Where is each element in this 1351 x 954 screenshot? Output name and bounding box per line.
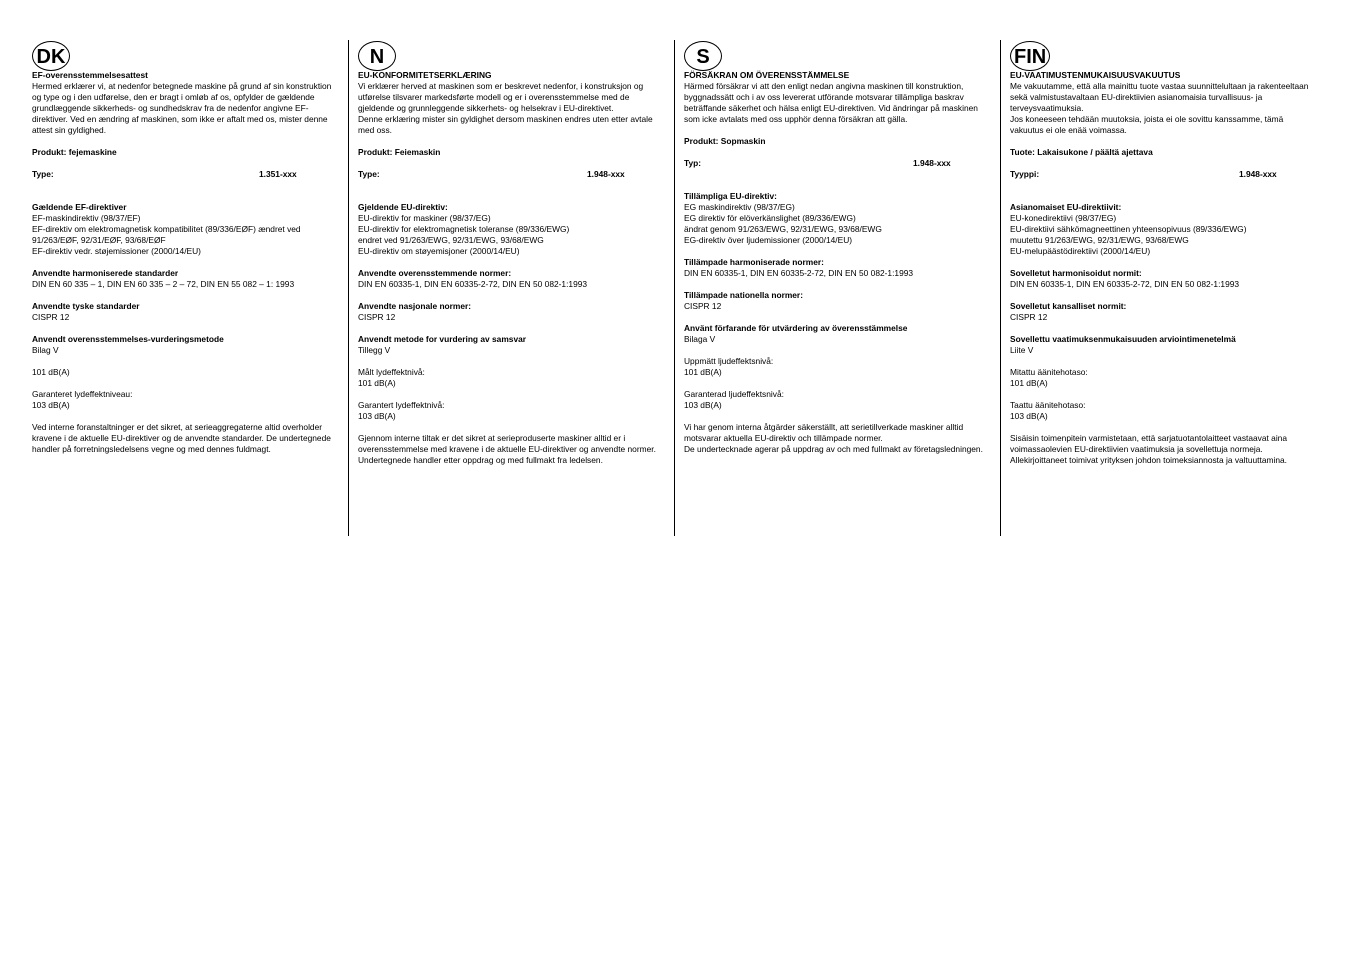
- measured-label: Målt lydeffektnivå:: [358, 367, 425, 377]
- guaranteed-label: Garantert lydeffektnivå:: [358, 400, 445, 410]
- guaranteed-value: 103 dB(A): [32, 400, 70, 410]
- directives-heading: Asianomaiset EU-direktiivit:: [1010, 202, 1122, 212]
- guaranteed-value: 103 dB(A): [684, 400, 722, 410]
- declaration-title: EU-KONFORMITETSERKLÆRING: [358, 70, 492, 80]
- intro-text: Hermed erklærer vi, at nedenfor betegnede maskine på grund af sin konstruktion og type og i den udførelse, den er bragt i omløb af os, opfylder de gældende grundlæggende sikkerheds- og sundhedskrav fra de nedenfor angivne EF-direktiver. Ved en ændring af maskinen, som ikke er aftalt med os, mister denne attest sin gyldighed.: [32, 81, 332, 135]
- closing-text: Ved interne foranstaltninger er det sikret, at serieaggregaterne altid overholder kravene i de aktuelle EU-direktiver og de anvendte standarder. De undertegnede handler på forretningsledelsens vegne og med dennes fuldmagt.: [32, 422, 331, 454]
- directives-list: EF-maskindirektiv (98/37/EF) EF-direktiv om elektromagnetisk kompatibilitet (89/336/EØF) ændret ved 91/263/EØF, 92/31/EØF, 93/68/EØF EF-direktiv vedr. støjemissioner (2000/14/EU): [32, 213, 301, 256]
- language-badge: DK: [32, 41, 70, 71]
- directives-heading: Gjeldende EU-direktiv:: [358, 202, 448, 212]
- language-badge: N: [358, 41, 396, 71]
- national-standards: CISPR 12: [358, 312, 396, 322]
- language-badge: FIN: [1010, 41, 1050, 71]
- directives-list: EU-direktiv for maskiner (98/37/EG) EU-direktiv for elektromagnetisk toleranse (89/336/EWG) endret ved 91/263/EWG, 92/31/EWG, 93/68/EWG EU-direktiv om støyemisjoner (2000/14/EU): [358, 213, 570, 256]
- method-heading: Anvendt metode for vurdering av samsvar: [358, 334, 527, 344]
- product-line: Produkt: Sopmaskin: [684, 136, 766, 146]
- harmonised-heading: Sovelletut harmonisoidut normit:: [1010, 268, 1142, 278]
- directives-list: EU-konedirektiivi (98/37/EG) EU-direktiivi sähkömagneettinen yhteensopivuus (89/336/EWG) muutettu 91/263/EWG, 92/31/EWG, 93/68/EWG EU-melupäästödirektiivi (2000/14/EU): [1010, 213, 1247, 256]
- intro-text: Härmed försäkrar vi att den enligt nedan angivna maskinen till konstruktion, byggnadssätt och i av oss levererat utförande motsvarar tillämpliga baskrav beträffande säkerhet och hälsa enligt EU-direktiven. Vid ändringar på maskinen som icke avtalats med oss upphör denna försäkran att gälla.: [684, 81, 978, 124]
- product-line: Produkt: fejemaskine: [32, 147, 117, 157]
- closing-text: Vi har genom interna åtgärder säkerställt, att serietillverkade maskiner alltid motsvarar aktuella EU-direktiv och tillämpade normer. De undertecknade agerar på uppdrag av och med fullmakt av företagsledningen.: [684, 422, 983, 454]
- type-label: Type:: [32, 169, 54, 179]
- closing-text: Sisäisin toimenpitein varmistetaan, että sarjatuotantolaitteet vastaavat aina voimassaolevien EU-direktiivien vaatimuksia ja sovellettuja normeja. Allekirjoittaneet toimivat yrityksen johdon toimeksiannosta ja valtuuttamina.: [1010, 433, 1287, 465]
- national-standards: CISPR 12: [32, 312, 70, 322]
- guaranteed-label: Garanteret lydeffektniveau:: [32, 389, 133, 399]
- method-heading: Sovellettu vaatimuksenmukaisuuden arviointimenetelmä: [1010, 334, 1236, 344]
- column-fin: [1000, 40, 1310, 536]
- method-value: Bilag V: [32, 345, 59, 355]
- guaranteed-label: Garanterad ljudeffektsnivå:: [684, 389, 784, 399]
- method-heading: Anvendt overensstemmelses-vurderingsmetode: [32, 334, 224, 344]
- method-value: Liite V: [1010, 345, 1034, 355]
- intro-text-2: Jos koneeseen tehdään muutoksia, joista ei ole sovittu kanssamme, tämä vakuutus ei ole enää voimassa.: [1010, 114, 1284, 135]
- product-line: Tuote: Lakaisukone / päältä ajettava: [1010, 147, 1153, 157]
- type-value: 1.948-xxx: [587, 169, 625, 179]
- national-heading: Anvendte nasjonale normer:: [358, 301, 472, 311]
- harmonised-heading: Anvendte harmoniserede standarder: [32, 268, 179, 278]
- measured-value: 101 dB(A): [1010, 378, 1048, 388]
- type-row: [358, 169, 664, 180]
- type-row: [1010, 169, 1310, 180]
- national-standards: CISPR 12: [684, 301, 722, 311]
- type-value: 1.948-xxx: [1239, 169, 1277, 179]
- national-heading: Anvendte tyske standarder: [32, 301, 140, 311]
- directives-heading: Gældende EF-direktiver: [32, 202, 127, 212]
- intro-text: Me vakuutamme, että alla mainittu tuote vastaa suunnittelultaan ja rakenteeltaan sekä valmistustavaltaan EU-direktiivien asianomaisia turvallisuus- ja terveysvaatimuksia.: [1010, 81, 1309, 113]
- national-heading: Sovelletut kansalliset normit:: [1010, 301, 1127, 311]
- declaration-title: EF-overensstemmelsesattest: [32, 70, 148, 80]
- declaration-title: EU-VAATIMUSTENMUKAISUUSVAKUUTUS: [1010, 70, 1181, 80]
- measured-label: Uppmätt ljudeffektsnivå:: [684, 356, 774, 366]
- declaration-title: FÖRSÄKRAN OM ÖVERENSSTÄMMELSE: [684, 70, 850, 80]
- directives-heading: Tillämpliga EU-direktiv:: [684, 191, 777, 201]
- measured-label: Mitattu äänitehotaso:: [1010, 367, 1088, 377]
- harmonised-standards: DIN EN 60335-1, DIN EN 60335-2-72, DIN EN 50 082-1:1993: [684, 268, 914, 278]
- harmonised-standards: DIN EN 60335-1, DIN EN 60335-2-72, DIN EN 50 082-1:1993: [358, 279, 588, 289]
- guaranteed-label: Taattu äänitehotaso:: [1010, 400, 1086, 410]
- type-row: [32, 169, 340, 180]
- type-label: Tyyppi:: [1010, 169, 1040, 179]
- type-label: Typ:: [684, 158, 702, 168]
- product-line: Produkt: Feiemaskin: [358, 147, 441, 157]
- column-n: [348, 40, 664, 536]
- measured-value: 101 dB(A): [684, 367, 722, 377]
- type-label: Type:: [358, 169, 380, 179]
- harmonised-heading: Anvendte overensstemmende normer:: [358, 268, 512, 278]
- harmonised-standards: DIN EN 60335-1, DIN EN 60335-2-72, DIN EN 50 082-1:1993: [1010, 279, 1240, 289]
- measured-value: 101 dB(A): [358, 378, 396, 388]
- closing-text: Gjennom interne tiltak er det sikret at serieproduserte maskiner alltid er i overensstemmelse med kravene i de aktuelle EU-direktiver og anvendte normer. Undertegnede handler etter oppdrag og med fullmakt fra ledelsen.: [358, 433, 656, 465]
- national-heading: Tillämpade nationella normer:: [684, 290, 803, 300]
- intro-text-2: Denne erklæring mister sin gyldighet dersom maskinen endres uten etter avtale med oss.: [358, 114, 653, 135]
- harmonised-heading: Tillämpade harmoniserade normer:: [684, 257, 824, 267]
- language-badge: S: [684, 41, 722, 71]
- method-value: Tillegg V: [358, 345, 391, 355]
- measured-value: 101 dB(A): [32, 367, 70, 377]
- type-row: [684, 158, 992, 169]
- national-standards: CISPR 12: [1010, 312, 1048, 322]
- method-value: Bilaga V: [684, 334, 716, 344]
- type-value: 1.948-xxx: [913, 158, 951, 168]
- directives-list: EG maskindirektiv (98/37/EG) EG direktiv för elöverkänslighet (89/336/EWG) ändrat genom 91/263/EWG, 92/31/EWG, 93/68/EWG EG-direktiv över ljudemissioner (2000/14/EU): [684, 202, 882, 245]
- harmonised-standards: DIN EN 60 335 – 1, DIN EN 60 335 – 2 – 72, DIN EN 55 082 – 1: 1993: [32, 279, 295, 289]
- type-value: 1.351-xxx: [259, 169, 297, 179]
- guaranteed-value: 103 dB(A): [1010, 411, 1048, 421]
- method-heading: Använt förfarande för utvärdering av överensstämmelse: [684, 323, 908, 333]
- column-dk: [32, 40, 340, 536]
- column-s: [674, 40, 992, 536]
- guaranteed-value: 103 dB(A): [358, 411, 396, 421]
- intro-text: Vi erklærer herved at maskinen som er beskrevet nedenfor, i konstruksjon og utførelse tilsvarer markedsførte modell og er i overensstemmelse med de gjeldende og grunnleggende sikkerhets- og helsekrav i EU-direktivet.: [358, 81, 644, 113]
